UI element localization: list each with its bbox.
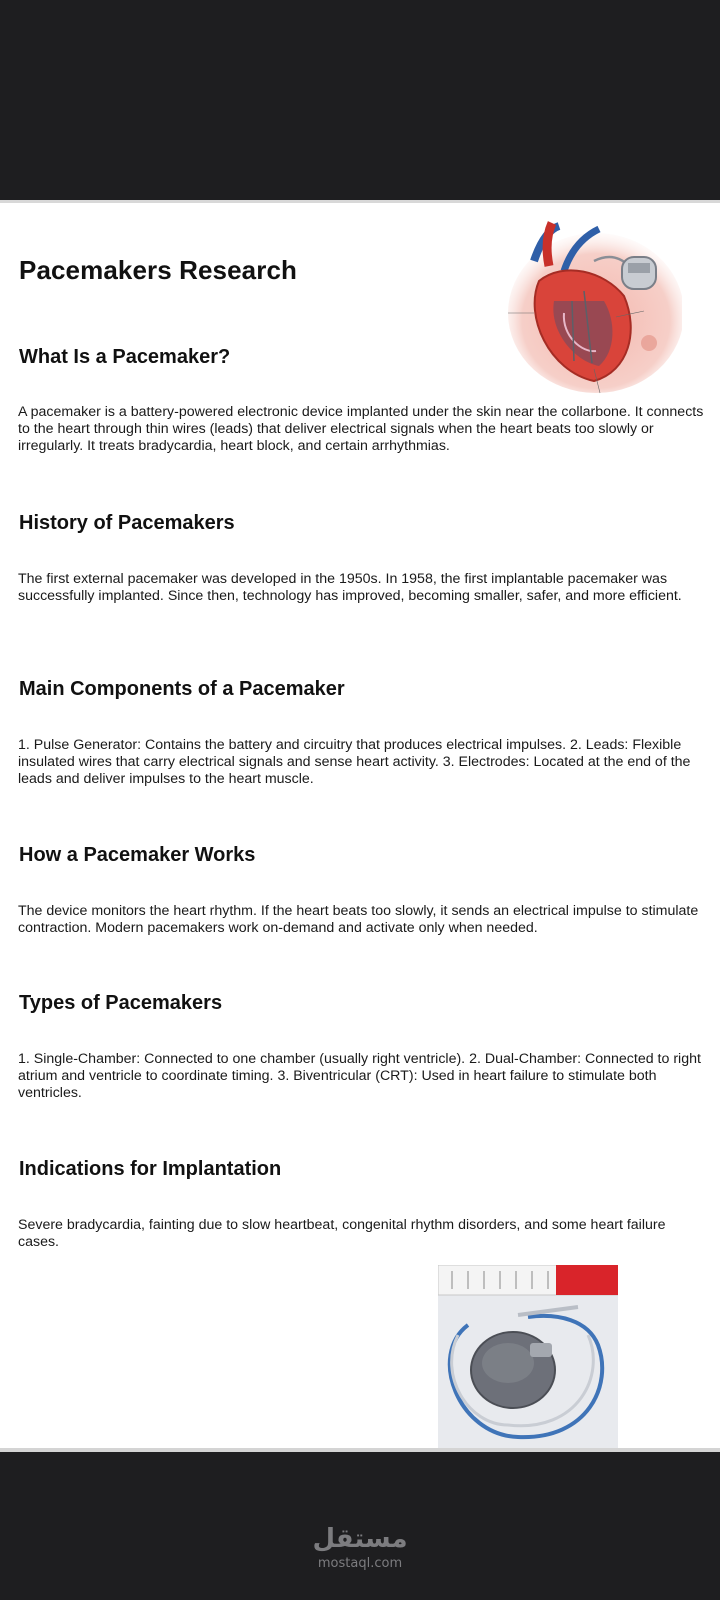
section-body-indications: Severe bradycardia, fainting due to slow heartbeat, congenital rhythm disorders, and some heart failure cases. [18, 1217, 666, 1250]
section-body-types: 1. Single-Chamber: Connected to one chamber (usually right ventricle). 2. Dual-Chamber: Connected to right atrium and ventricle to coordinate timing. 3. Biventricular (CRT): Used in heart failure to stimulate both ventricles. [18, 1051, 701, 1101]
watermark-arabic: مستقل [312, 1524, 408, 1554]
watermark-latin: mostaql.com [317, 1556, 403, 1571]
section-heading-how-it-works: How a Pacemaker Works [19, 844, 256, 866]
section-heading-what-is: What Is a Pacemaker? [19, 346, 231, 368]
section-body-history: The first external pacemaker was developed in the 1950s. In 1958, the first implantable pacemaker was successfully implanted. Since then, technology has improved, becoming smaller, safer, and more efficient. [18, 571, 682, 604]
section-body-components: 1. Pulse Generator: Contains the battery and circuitry that produces electrical impulses. 2. Leads: Flexible insulated wires that carry electrical signals and sense heart activity. 3. Electrodes: Located at the end of the leads and deliver impulses to the heart muscle. [18, 737, 691, 787]
section-body-what-is: A pacemaker is a battery-powered electronic device implanted under the skin near the collarbone. It connects to the heart through thin wires (leads) that deliver electrical signals when the heart beats too slowly or irregularly. It treats bradycardia, heart block, and certain arrhythmias. [18, 404, 704, 454]
section-body-how-it-works: The device monitors the heart rhythm. If the heart beats too slowly, it sends an electrical impulse to stimulate contraction. Modern pacemakers work on-demand and activate only when needed. [18, 903, 699, 936]
section-heading-history: History of Pacemakers [19, 512, 235, 534]
document-page [0, 200, 720, 1452]
section-heading-components: Main Components of a Pacemaker [19, 678, 345, 700]
document-title: Pacemakers Research [19, 255, 297, 285]
section-heading-types: Types of Pacemakers [19, 992, 223, 1014]
section-heading-indications: Indications for Implantation [19, 1158, 282, 1180]
heart-with-pacemaker-illustration-icon [504, 221, 682, 399]
top-dark-band [0, 0, 720, 200]
pacemaker-device-photo-icon [438, 1265, 618, 1452]
